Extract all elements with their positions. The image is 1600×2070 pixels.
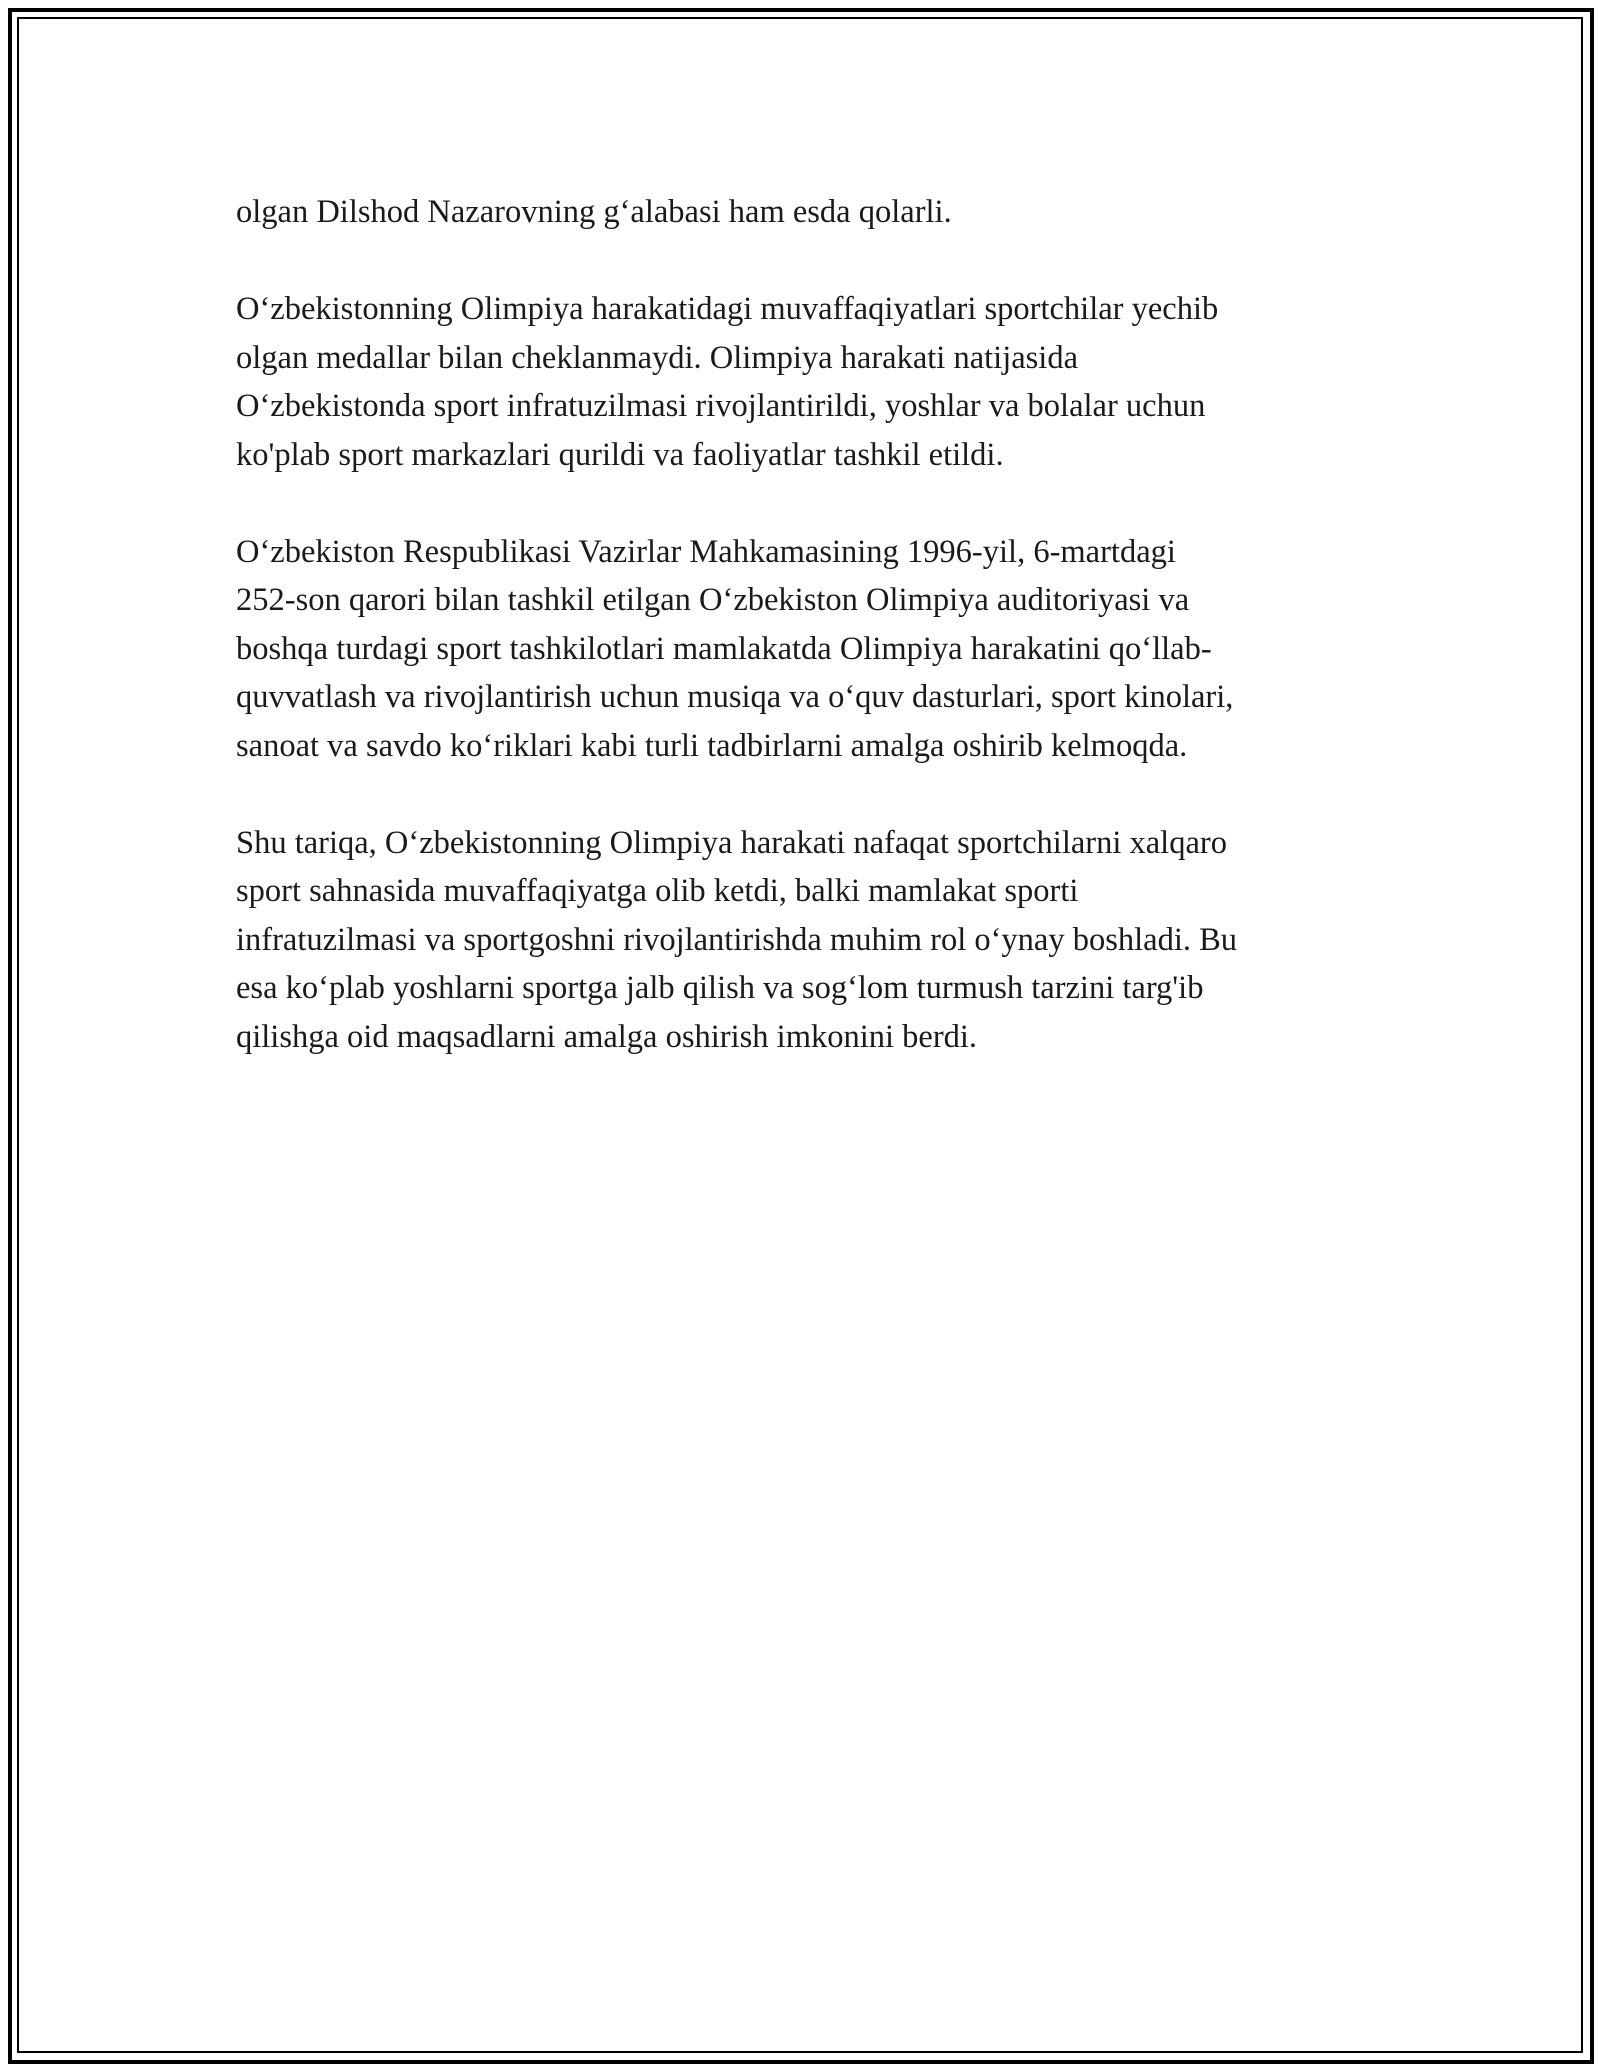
text-line: Shu tariqa, O‘zbekistonning Olimpiya harakati nafaqat sportchilarni xalqaro <box>236 824 1227 861</box>
paragraph-1 <box>236 188 1376 237</box>
text-line: ko'plab sport markazlari qurildi va faoliyatlar tashkil etildi. <box>236 436 1004 473</box>
text-line: olgan Dilshod Nazarovning g‘alabasi ham esda qolarli. <box>236 194 952 230</box>
document-body <box>236 188 1376 1110</box>
text-line: quvvatlash va rivojlantirish uchun musiqa va o‘quv dasturlari, sport kinolari, <box>236 679 1234 715</box>
text-line: olgan medallar bilan cheklanmaydi. Olimpiya harakati natijasida <box>236 339 1079 376</box>
text-line: sanoat va savdo ko‘riklari kabi turli tadbirlarni amalga oshirib kelmoqda. <box>236 727 1188 764</box>
text-line: infratuzilmasi va sportgoshni rivojlantirishda muhim rol o‘ynay boshladi. Bu <box>236 921 1238 958</box>
text-line: O‘zbekistonda sport infratuzilmasi rivojlantirildi, yoshlar va bolalar uchun <box>236 388 1206 424</box>
text-line: boshqa turdagi sport tashkilotlari mamlakatda Olimpiya harakatini qo‘llab- <box>236 630 1212 667</box>
text-line: O‘zbekiston Respublikasi Vazirlar Mahkamasining 1996-yil, 6-martdagi <box>236 533 1176 570</box>
text-line: sport sahnasida muvaffaqiyatga olib ketdi, balki mamlakat sporti <box>236 873 1079 909</box>
text-line: qilishga oid maqsadlarni amalga oshirish imkonini berdi. <box>236 1018 978 1055</box>
text-line: 252-son qarori bilan tashkil etilgan O‘zbekiston Olimpiya auditoriyasi va <box>236 582 1190 618</box>
paragraph-2 <box>236 285 1376 479</box>
text-line: O‘zbekistonning Olimpiya harakatidagi muvaffaqiyatlari sportchilar yechib <box>236 291 1219 327</box>
paragraph-3 <box>236 528 1376 771</box>
text-line: esa ko‘plab yoshlarni sportga jalb qilish va sog‘lom turmush tarzini targ'ib <box>236 970 1204 1006</box>
paragraph-4 <box>236 819 1376 1062</box>
